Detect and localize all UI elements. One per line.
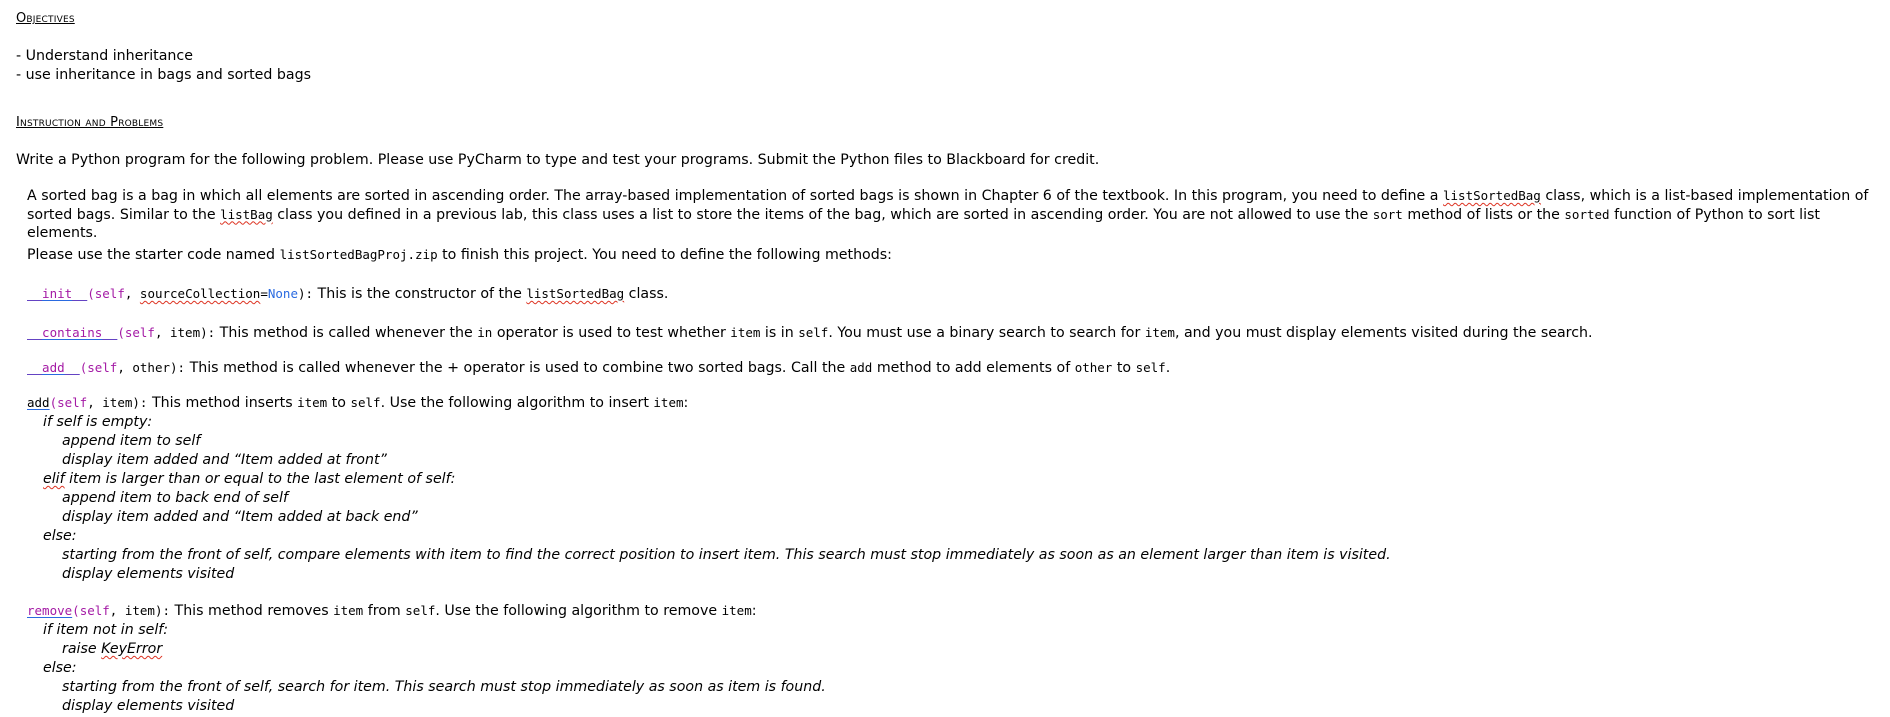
algo-line: display elements visited bbox=[62, 566, 235, 582]
method-name: __init__ bbox=[27, 286, 88, 301]
algo-line: elif item is larger than or equal to the last element of self: bbox=[43, 471, 456, 487]
code-starter-zip: listSortedBagProj.zip bbox=[279, 247, 438, 262]
algo-line: else: bbox=[43, 528, 77, 544]
method-contains: __contains__(self, item): This method is called whenever the in operator is used to test whether item is in self. You must use a binary search to search for item, and you must display elements visited during the search. bbox=[27, 325, 1593, 341]
code-listSortedBag: listSortedBag bbox=[1443, 188, 1541, 203]
algo-line: append item to back end of self bbox=[62, 490, 288, 506]
code-sort: sort bbox=[1372, 206, 1403, 222]
method-add: add(self, item): This method inserts item to self. Use the following algorithm to insert item: bbox=[27, 395, 689, 411]
algo-line: starting from the front of self, compare elements with item to find the correct position to insert item. This search must stop immediately as soon as an element larger than item is visited. bbox=[62, 547, 1391, 563]
objectives-heading: Objectives bbox=[16, 11, 75, 26]
code-sorted: sorted bbox=[1564, 206, 1610, 222]
algo-line: display item added and “Item added at back end” bbox=[62, 509, 418, 525]
method-remove: remove(self, item): This method removes item from self. Use the following algorithm to remove item: bbox=[27, 603, 757, 619]
algo-line: starting from the front of self, search for item. This search must stop immediately as soon as item is found. bbox=[62, 679, 826, 695]
method-add-dunder: __add__(self, other): This method is called whenever the + operator is used to combine two sorted bags. Call the add method to add elements of other to self. bbox=[27, 360, 1171, 376]
intro-paragraph: Write a Python program for the following problem. Please use PyCharm to type and test your programs. Submit the Python files to Blackboard for credit. bbox=[16, 152, 1100, 168]
algo-line: if self is empty: bbox=[43, 414, 153, 430]
objective-item: - use inheritance in bags and sorted bags bbox=[16, 67, 312, 83]
method-name: __contains__ bbox=[27, 325, 118, 340]
algo-line: display item added and “Item added at front” bbox=[62, 452, 387, 468]
sorted-bag-paragraph: A sorted bag is a bag in which all elements are sorted in ascending order. The array-based implementation of sorted bags is shown in Chapter 6 of the textbook. In this program, you need to define a listSortedBag class, which is a list-based implementation of sorted bags. Similar to the listBag class you defined in a previous lab, this class uses a list to store the items of the bag, which are sorted in ascending order. You are not allowed to use the sort method of lists or the sorted function of Python to sort list elements. bbox=[27, 188, 1869, 242]
algo-line: raise KeyError bbox=[62, 641, 163, 657]
method-name: __add__ bbox=[27, 360, 80, 375]
algo-line: display elements visited bbox=[62, 698, 235, 714]
objective-item: - Understand inheritance bbox=[16, 48, 193, 64]
algo-line: if item not in self: bbox=[43, 622, 169, 638]
algo-line: append item to self bbox=[62, 433, 201, 449]
instructions-heading: Instruction and Problems bbox=[16, 115, 164, 130]
method-name: remove bbox=[27, 603, 73, 618]
algo-line: else: bbox=[43, 660, 77, 676]
code-listBag: listBag bbox=[220, 206, 273, 222]
method-name: add bbox=[27, 395, 50, 410]
starter-code-paragraph: Please use the starter code named listSortedBagProj.zip to finish this project. You need to define the following methods: bbox=[27, 247, 892, 263]
method-init: __init__(self, sourceCollection=None): This is the constructor of the listSortedBag class. bbox=[27, 286, 669, 302]
